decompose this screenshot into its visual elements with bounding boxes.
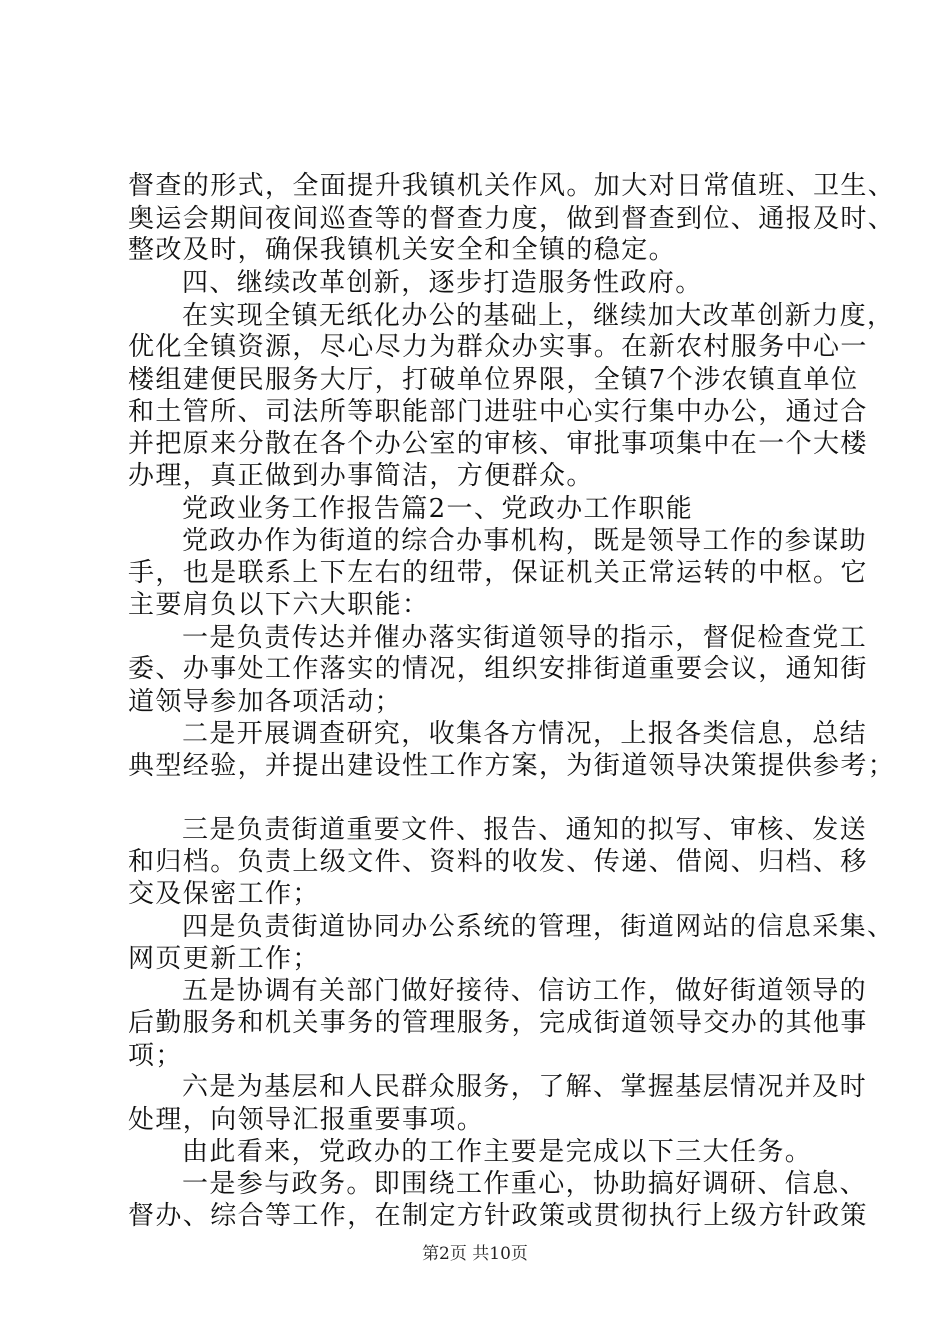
text-line: 和归档。负责上级文件、资料的收发、传递、借阅、归档、移 bbox=[128, 847, 868, 877]
text-line: 项； bbox=[128, 1041, 183, 1071]
text-line: 和土管所、司法所等职能部门进驻中心实行集中办公，通过合 bbox=[128, 397, 868, 427]
text-line: 五是协调有关部门做好接待、信访工作，做好街道领导的 bbox=[182, 976, 868, 1006]
text-line: 三是负责街道重要文件、报告、通知的拟写、审核、发送 bbox=[182, 815, 868, 845]
section-heading: 四、继续改革创新，逐步打造服务性政府。 bbox=[182, 268, 703, 298]
text-line: 手，也是联系上下左右的纽带，保证机关正常运转的中枢。它 bbox=[128, 558, 868, 588]
text-line: 督查的形式，全面提升我镇机关作风。加大对日常值班、卫生、 bbox=[128, 171, 896, 201]
text-line: 并把原来分散在各个办公室的审核、审批事项集中在一个大楼 bbox=[128, 429, 868, 459]
text-line: 一是负责传达并催办落实街道领导的指示，督促检查党工 bbox=[182, 623, 868, 653]
text-line: 四是负责街道协同办公系统的管理，街道网站的信息采集、 bbox=[182, 912, 895, 942]
section-heading: 党政业务工作报告篇2一、党政办工作职能 bbox=[182, 494, 694, 524]
text-line: 整改及时，确保我镇机关安全和全镇的稳定。 bbox=[128, 235, 677, 265]
text-line: 优化全镇资源，尽心尽力为群众办实事。在新农村服务中心一 bbox=[128, 332, 868, 362]
text-line: 奥运会期间夜间巡查等的督查力度，做到督查到位、通报及时、 bbox=[128, 204, 896, 234]
text-line: 办理，真正做到办事简洁，方便群众。 bbox=[128, 461, 594, 491]
text-line: 主要肩负以下六大职能： bbox=[128, 590, 430, 620]
text-line: 二是开展调查研究，收集各方情况，上报各类信息，总结 bbox=[182, 719, 868, 749]
text-line: 委、办事处工作落实的情况，组织安排街道重要会议，通知街 bbox=[128, 654, 868, 684]
text-line: 由此看来，党政办的工作主要是完成以下三大任务。 bbox=[182, 1137, 813, 1167]
text-line: 在实现全镇无纸化办公的基础上，继续加大改革创新力度， bbox=[182, 301, 895, 331]
text-line: 网页更新工作； bbox=[128, 944, 320, 974]
text-line: 督办、综合等工作，在制定方针政策或贯彻执行上级方针政策 bbox=[128, 1201, 868, 1231]
page-number-footer: 第2页 共10页 bbox=[422, 1244, 528, 1264]
text-line: 六是为基层和人民群众服务，了解、掌握基层情况并及时 bbox=[182, 1072, 868, 1102]
text-line: 党政办作为街道的综合办事机构，既是领导工作的参谋助 bbox=[182, 526, 868, 556]
text-line: 交及保密工作； bbox=[128, 879, 320, 909]
text-line: 典型经验，并提出建设性工作方案，为街道领导决策提供参考； bbox=[128, 751, 896, 781]
text-line: 后勤服务和机关事务的管理服务，完成街道领导交办的其他事 bbox=[128, 1008, 868, 1038]
text-line: 楼组建便民服务大厅，打破单位界限，全镇7个涉农镇直单位 bbox=[128, 365, 859, 395]
text-line: 处理，向领导汇报重要事项。 bbox=[128, 1105, 485, 1135]
text-line: 一是参与政务。即围绕工作重心，协助搞好调研、信息、 bbox=[182, 1169, 868, 1199]
text-line: 道领导参加各项活动； bbox=[128, 687, 403, 717]
